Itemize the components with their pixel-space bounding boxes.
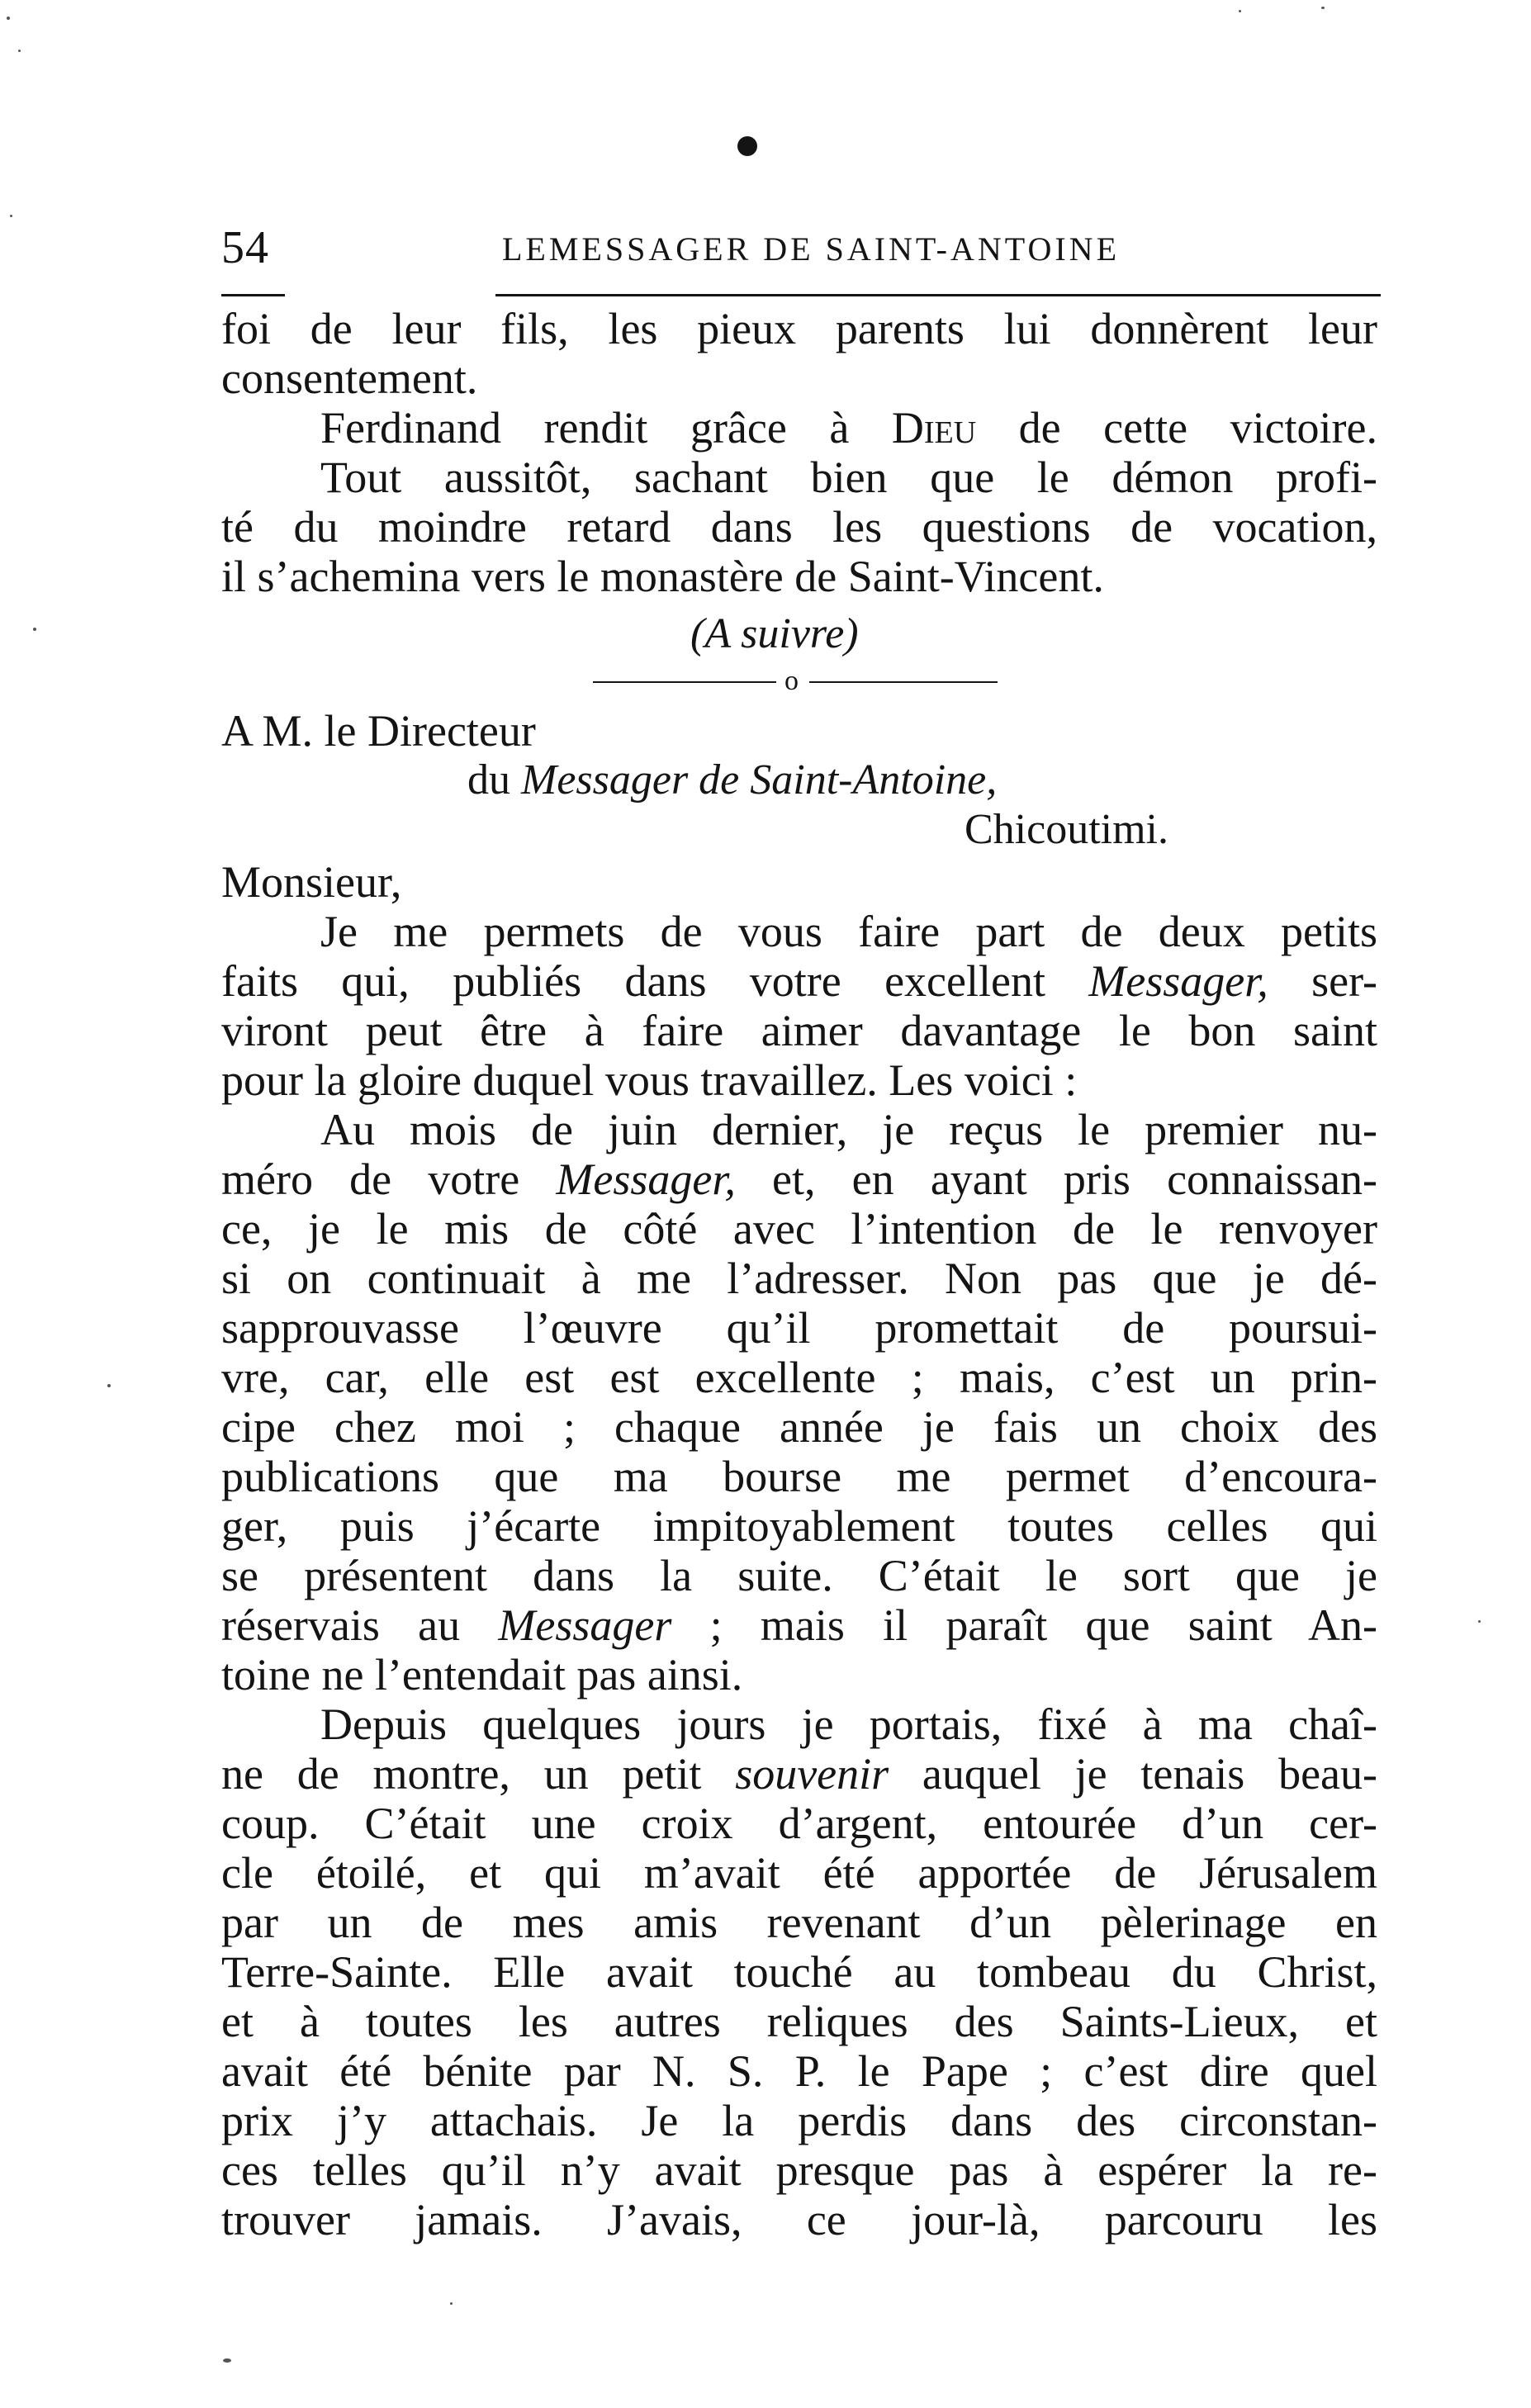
text-line: prix j’y attachais. Je la perdis dans des circonstan- [221,2096,1377,2145]
text-line: il s’achemina vers le monastère de Saint-Vincent. [221,552,1104,601]
text-line: toine ne l’entendait pas ainsi. [221,1650,743,1699]
separator-bar-left [593,681,776,683]
text-segment: souvenir [735,1749,889,1799]
text-segment: Messager, [1088,956,1268,1006]
text-line: cipe chez moi ; chaque année je fais un choix des [221,1402,1377,1452]
running-title: LEMESSAGER DE SAINT-ANTOINE [502,230,1120,268]
text-line: viront peut être à faire aimer davantage le bon saint [221,1006,1377,1055]
text-line: té du moindre retard dans les questions de vocation, [221,502,1377,552]
text-line [221,1600,1377,1650]
speck [18,50,21,52]
text-segment: Messager, [556,1154,736,1204]
text-line: et à toutes les autres reliques des Saints-Lieux, et [221,1997,1377,2046]
text-line: publications que ma bourse me permet d’encoura- [221,1452,1377,1501]
text-line: vre, car, elle est est excellente ; mais, c’est un prin- [221,1353,1377,1402]
text-line: Tout aussitôt, sachant bien que le démon profi- [320,453,1377,502]
speck [7,17,10,20]
speck [223,2358,231,2363]
text-line: par un de mes amis revenant d’un pèlerinage en [221,1898,1377,1947]
text-segment: Messager de Saint-Antoine, [521,756,998,803]
address-line: Chicoutimi. [965,806,1168,853]
text-line: cle étoilé, et qui m’avait été apportée de Jérusalem [221,1848,1377,1898]
text-line: ces telles qu’il n’y avait presque pas à espérer la re- [221,2145,1377,2195]
text-segment: Messager [498,1600,672,1650]
text-segment: du [467,756,521,803]
header-rule-left [221,294,285,296]
text-line [221,1154,1377,1204]
a-suivre-note: (A suivre) [690,610,859,657]
text-line: pour la gloire duquel vous travaillez. Les voici : [221,1055,1078,1105]
text-line: se présentent dans la suite. C’était le sort que je [221,1551,1377,1600]
text-segment: réservais au [221,1600,499,1650]
speck [450,2302,453,2305]
text-line: Terre-Sainte. Elle avait touché au tombeau du Christ, [221,1947,1377,1997]
page-header [221,221,1377,287]
separator-mark: o [784,666,799,696]
text-line: trouver jamais. J’avais, ce jour-là, parcouru les [221,2195,1377,2244]
section-separator [593,667,998,695]
ink-blot-mark [737,136,757,156]
header-rule-right [495,294,1381,296]
text-segment: et, en ayant pris connaissan- [735,1154,1378,1204]
text-line: Depuis quelques jours je portais, fixé à ma chaî- [320,1699,1377,1749]
text-segment: auquel je tenais beau- [889,1749,1377,1799]
text-segment: de cette victoire. [976,403,1377,453]
text-segment: Ferdinand rendit grâce à [320,403,892,453]
text-segment: ser- [1268,956,1378,1006]
text-segment: Dieu [891,403,977,453]
text-line: ger, puis j’écarte impitoyablement toutes celles qui [221,1501,1377,1551]
address-line [467,756,997,805]
salutation: Monsieur, [221,857,402,907]
text-line: foi de leur fils, les pieux parents lui donnèrent leur [221,304,1377,353]
text-line: consentement. [221,353,478,403]
text-line: Je me permets de vous faire part de deux petits [320,907,1377,956]
text-line [320,403,1377,453]
text-segment: méro de votre [221,1154,557,1204]
text-line: avait été bénite par N. S. P. le Pape ; c’est dire quel [221,2046,1377,2096]
text-line: ce, je le mis de côté avec l’intention de le renvoyer [221,1204,1377,1254]
speck [10,215,12,217]
text-segment: ; mais il paraît que saint An- [671,1600,1377,1650]
speck [33,628,36,631]
text-line: sapprouvasse l’œuvre qu’il promettait de poursui- [221,1303,1377,1353]
text-line [221,1749,1377,1799]
address-line: A M. le Directeur [221,706,536,756]
speck [107,1384,111,1387]
speck [1321,7,1325,9]
text-line: si on continuait à me l’adresser. Non pas que je dé- [221,1254,1377,1303]
text-segment: faits qui, publiés dans votre excellent [221,956,1089,1006]
text-line: Au mois de juin dernier, je reçus le premier nu- [320,1105,1377,1154]
page-number: 54 [221,222,269,273]
speck [1239,10,1241,12]
separator-bar-right [809,681,998,683]
text-segment: ne de montre, un petit [221,1749,736,1799]
text-line: coup. C’était une croix d’argent, entourée d’un cer- [221,1799,1377,1848]
text-line [221,956,1377,1006]
speck [1478,1620,1481,1623]
